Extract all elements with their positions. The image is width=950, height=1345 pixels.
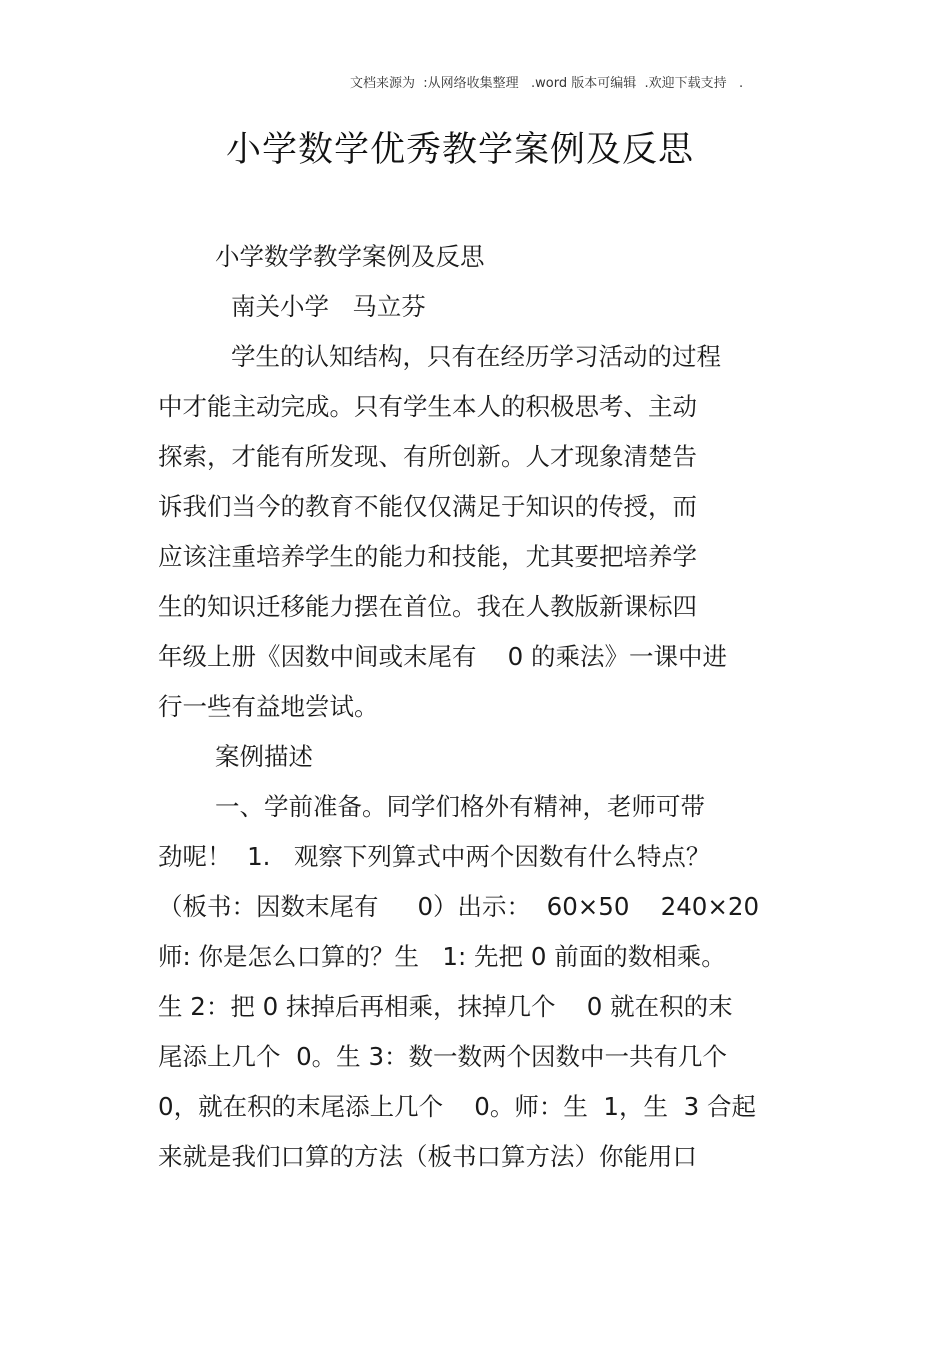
document-title: 小学数学优秀教学案例及反思 xyxy=(226,130,695,170)
paragraph-line: 师: 你是怎么口算的？生 1: 先把 0 前面的数相乘。 xyxy=(158,942,726,971)
paragraph-line: 诉我们当今的教育不能仅仅满足于知识的传授，而 xyxy=(158,492,697,521)
paragraph-line: 一、学前准备。同学们格外有精神，老师可带 xyxy=(215,792,705,821)
paragraph-line: 生的知识迁移能力摆在首位。我在人教版新课标四 xyxy=(158,592,697,621)
paragraph-line: 0，就在积的末尾添上几个 0。师：生 1，生 3 合起 xyxy=(158,1092,756,1121)
paragraph-line: 来就是我们口算的方法（板书口算方法）你能用口 xyxy=(158,1142,697,1171)
paragraph-line: 行一些有益地尝试。 xyxy=(158,692,379,721)
paragraph-line: 年级上册《因数中间或末尾有 0 的乘法》一课中进 xyxy=(158,642,728,671)
paragraph-line: 应该注重培养学生的能力和技能，尤其要把培养学 xyxy=(158,542,697,571)
paragraph-line: 探索，才能有所发现、有所创新。人才现象清楚告 xyxy=(158,442,697,471)
paragraph-line: 生 2：把 0 抹掉后再相乘，抹掉几个 0 就在积的末 xyxy=(158,992,733,1021)
author-line: 南关小学 马立芬 xyxy=(231,292,426,321)
header-note: 文档来源为 :从网络收集整理 .word 版本可编辑 .欢迎下载支持 . xyxy=(350,76,744,91)
subtitle-line: 小学数学教学案例及反思 xyxy=(215,242,485,271)
paragraph-line: 劲呢！ 1. 观察下列算式中两个因数有什么特点？ xyxy=(158,842,711,871)
paragraph-line: 尾添上几个 0。生 3：数一数两个因数中一共有几个 xyxy=(158,1042,728,1071)
section-heading: 案例描述 xyxy=(215,742,313,771)
paragraph-line: （板书：因数末尾有 0）出示： 60×50 240×20 xyxy=(158,892,760,921)
paragraph-line: 中才能主动完成。只有学生本人的积极思考、主动 xyxy=(158,392,697,421)
paragraph-line: 学生的认知结构，只有在经历学习活动的过程 xyxy=(231,342,721,371)
